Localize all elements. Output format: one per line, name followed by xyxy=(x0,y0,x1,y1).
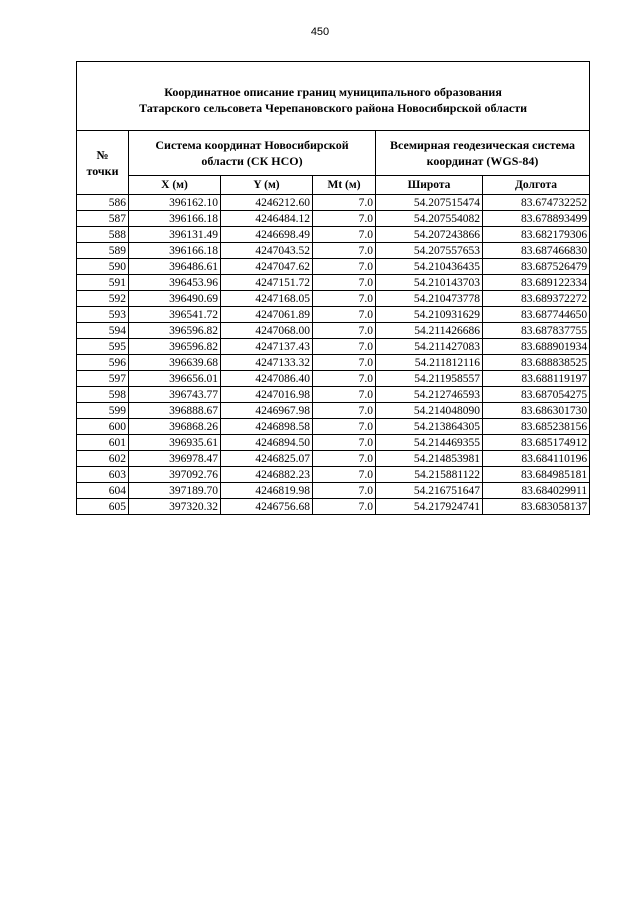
latitude-cell: 54.214469355 xyxy=(376,435,483,451)
x-cell: 396490.69 xyxy=(129,291,221,307)
y-cell: 4247137.43 xyxy=(221,339,313,355)
y-cell: 4246967.98 xyxy=(221,403,313,419)
mt-cell: 7.0 xyxy=(313,339,376,355)
point-number-header xyxy=(77,131,129,195)
mt-cell: 7.0 xyxy=(313,371,376,387)
latitude-cell: 54.211427083 xyxy=(376,339,483,355)
mt-cell: 7.0 xyxy=(313,403,376,419)
longitude-cell: 83.674732252 xyxy=(483,195,590,211)
y-cell: 4247133.32 xyxy=(221,355,313,371)
mt-cell: 7.0 xyxy=(313,355,376,371)
local-system-header-line-2: области (СК НСО) xyxy=(201,154,303,168)
longitude-cell: 83.685238156 xyxy=(483,419,590,435)
table-row xyxy=(77,195,590,211)
longitude-cell: 83.687054275 xyxy=(483,387,590,403)
mt-cell: 7.0 xyxy=(313,291,376,307)
y-cell: 4247168.05 xyxy=(221,291,313,307)
latitude-cell: 54.211426686 xyxy=(376,323,483,339)
longitude-cell: 83.686301730 xyxy=(483,403,590,419)
table-row xyxy=(77,451,590,467)
table-row xyxy=(77,355,590,371)
x-cell: 396596.82 xyxy=(129,323,221,339)
table-row xyxy=(77,403,590,419)
y-cell: 4247086.40 xyxy=(221,371,313,387)
table-title xyxy=(77,62,590,131)
point-number-cell: 602 xyxy=(77,451,129,467)
x-cell: 396596.82 xyxy=(129,339,221,355)
y-cell: 4247061.89 xyxy=(221,307,313,323)
column-header-y: Y (м) xyxy=(221,176,313,195)
longitude-cell: 83.684110196 xyxy=(483,451,590,467)
table-row xyxy=(77,211,590,227)
y-cell: 4246882.23 xyxy=(221,467,313,483)
longitude-cell: 83.688119197 xyxy=(483,371,590,387)
latitude-cell: 54.210436435 xyxy=(376,259,483,275)
mt-cell: 7.0 xyxy=(313,211,376,227)
point-number-cell: 587 xyxy=(77,211,129,227)
latitude-cell: 54.216751647 xyxy=(376,483,483,499)
page-number: 450 xyxy=(310,26,330,38)
longitude-cell: 83.684029911 xyxy=(483,483,590,499)
point-number-cell: 597 xyxy=(77,371,129,387)
y-cell: 4247047.62 xyxy=(221,259,313,275)
x-cell: 397320.32 xyxy=(129,499,221,515)
x-cell: 396888.67 xyxy=(129,403,221,419)
longitude-cell: 83.682179306 xyxy=(483,227,590,243)
longitude-cell: 83.678893499 xyxy=(483,211,590,227)
table-row xyxy=(77,291,590,307)
table-row xyxy=(77,371,590,387)
point-number-cell: 595 xyxy=(77,339,129,355)
mt-cell: 7.0 xyxy=(313,195,376,211)
table-row xyxy=(77,467,590,483)
local-system-header-line-1: Система координат Новосибирской xyxy=(155,138,349,152)
local-system-header xyxy=(129,131,376,176)
x-cell: 396656.01 xyxy=(129,371,221,387)
y-cell: 4246212.60 xyxy=(221,195,313,211)
latitude-cell: 54.210473778 xyxy=(376,291,483,307)
latitude-cell: 54.211812116 xyxy=(376,355,483,371)
y-cell: 4247043.52 xyxy=(221,243,313,259)
latitude-cell: 54.207554082 xyxy=(376,211,483,227)
longitude-cell: 83.689372272 xyxy=(483,291,590,307)
table-row xyxy=(77,419,590,435)
wgs-system-header-line-2: координат (WGS-84) xyxy=(426,154,539,168)
y-cell: 4246484.12 xyxy=(221,211,313,227)
column-header-latitude: Широта xyxy=(376,176,483,195)
longitude-cell: 83.687837755 xyxy=(483,323,590,339)
table-title-line-2: Татарского сельсовета Черепановского района Новосибирской области xyxy=(139,101,528,115)
latitude-cell: 54.213864305 xyxy=(376,419,483,435)
mt-cell: 7.0 xyxy=(313,227,376,243)
table-row xyxy=(77,323,590,339)
y-cell: 4247068.00 xyxy=(221,323,313,339)
point-number-word: точки xyxy=(86,163,119,178)
table-title-line-1: Координатное описание границ муниципального образования xyxy=(164,85,502,99)
y-cell: 4247151.72 xyxy=(221,275,313,291)
latitude-cell: 54.217924741 xyxy=(376,499,483,515)
table-row xyxy=(77,307,590,323)
table-row xyxy=(77,499,590,515)
latitude-cell: 54.212746593 xyxy=(376,387,483,403)
latitude-cell: 54.214048090 xyxy=(376,403,483,419)
coordinates-table xyxy=(76,61,590,515)
latitude-cell: 54.207557653 xyxy=(376,243,483,259)
mt-cell: 7.0 xyxy=(313,323,376,339)
longitude-cell: 83.689122334 xyxy=(483,275,590,291)
mt-cell: 7.0 xyxy=(313,419,376,435)
x-cell: 396541.72 xyxy=(129,307,221,323)
point-number-cell: 586 xyxy=(77,195,129,211)
point-number-cell: 596 xyxy=(77,355,129,371)
wgs-system-header-line-1: Всемирная геодезическая система xyxy=(390,138,576,152)
table-row xyxy=(77,227,590,243)
latitude-cell: 54.215881122 xyxy=(376,467,483,483)
y-cell: 4246698.49 xyxy=(221,227,313,243)
table-row xyxy=(77,483,590,499)
y-cell: 4246825.07 xyxy=(221,451,313,467)
mt-cell: 7.0 xyxy=(313,467,376,483)
latitude-cell: 54.210931629 xyxy=(376,307,483,323)
table-row xyxy=(77,387,590,403)
longitude-cell: 83.684985181 xyxy=(483,467,590,483)
latitude-cell: 54.207515474 xyxy=(376,195,483,211)
mt-cell: 7.0 xyxy=(313,387,376,403)
point-number-cell: 600 xyxy=(77,419,129,435)
table-body xyxy=(77,195,590,515)
table-row xyxy=(77,435,590,451)
x-cell: 396486.61 xyxy=(129,259,221,275)
point-number-cell: 594 xyxy=(77,323,129,339)
x-cell: 397189.70 xyxy=(129,483,221,499)
column-header-x: X (м) xyxy=(129,176,221,195)
longitude-cell: 83.685174912 xyxy=(483,435,590,451)
point-number-cell: 591 xyxy=(77,275,129,291)
mt-cell: 7.0 xyxy=(313,451,376,467)
latitude-cell: 54.210143703 xyxy=(376,275,483,291)
point-number-cell: 592 xyxy=(77,291,129,307)
x-cell: 396162.10 xyxy=(129,195,221,211)
mt-cell: 7.0 xyxy=(313,435,376,451)
point-number-cell: 601 xyxy=(77,435,129,451)
x-cell: 396639.68 xyxy=(129,355,221,371)
table-row xyxy=(77,339,590,355)
longitude-cell: 83.683058137 xyxy=(483,499,590,515)
x-cell: 396453.96 xyxy=(129,275,221,291)
point-number-cell: 588 xyxy=(77,227,129,243)
y-cell: 4247016.98 xyxy=(221,387,313,403)
x-cell: 396935.61 xyxy=(129,435,221,451)
mt-cell: 7.0 xyxy=(313,243,376,259)
longitude-cell: 83.687526479 xyxy=(483,259,590,275)
x-cell: 396743.77 xyxy=(129,387,221,403)
point-number-cell: 593 xyxy=(77,307,129,323)
longitude-cell: 83.688901934 xyxy=(483,339,590,355)
x-cell: 396868.26 xyxy=(129,419,221,435)
latitude-cell: 54.207243866 xyxy=(376,227,483,243)
point-number-cell: 605 xyxy=(77,499,129,515)
column-header-longitude: Долгота xyxy=(483,176,590,195)
table-row xyxy=(77,243,590,259)
point-number-cell: 589 xyxy=(77,243,129,259)
latitude-cell: 54.214853981 xyxy=(376,451,483,467)
x-cell: 396978.47 xyxy=(129,451,221,467)
x-cell: 396166.18 xyxy=(129,243,221,259)
point-number-cell: 590 xyxy=(77,259,129,275)
x-cell: 396131.49 xyxy=(129,227,221,243)
mt-cell: 7.0 xyxy=(313,275,376,291)
wgs-system-header xyxy=(376,131,590,176)
column-header-mt: Mt (м) xyxy=(313,176,376,195)
longitude-cell: 83.687744650 xyxy=(483,307,590,323)
y-cell: 4246894.50 xyxy=(221,435,313,451)
table-row xyxy=(77,275,590,291)
x-cell: 397092.76 xyxy=(129,467,221,483)
y-cell: 4246898.58 xyxy=(221,419,313,435)
mt-cell: 7.0 xyxy=(313,499,376,515)
longitude-cell: 83.687466830 xyxy=(483,243,590,259)
y-cell: 4246756.68 xyxy=(221,499,313,515)
longitude-cell: 83.688838525 xyxy=(483,355,590,371)
mt-cell: 7.0 xyxy=(313,307,376,323)
latitude-cell: 54.211958557 xyxy=(376,371,483,387)
mt-cell: 7.0 xyxy=(313,483,376,499)
y-cell: 4246819.98 xyxy=(221,483,313,499)
point-number-cell: 604 xyxy=(77,483,129,499)
point-number-symbol: № xyxy=(96,147,109,162)
point-number-cell: 598 xyxy=(77,387,129,403)
x-cell: 396166.18 xyxy=(129,211,221,227)
point-number-cell: 599 xyxy=(77,403,129,419)
mt-cell: 7.0 xyxy=(313,259,376,275)
point-number-cell: 603 xyxy=(77,467,129,483)
table-row xyxy=(77,259,590,275)
